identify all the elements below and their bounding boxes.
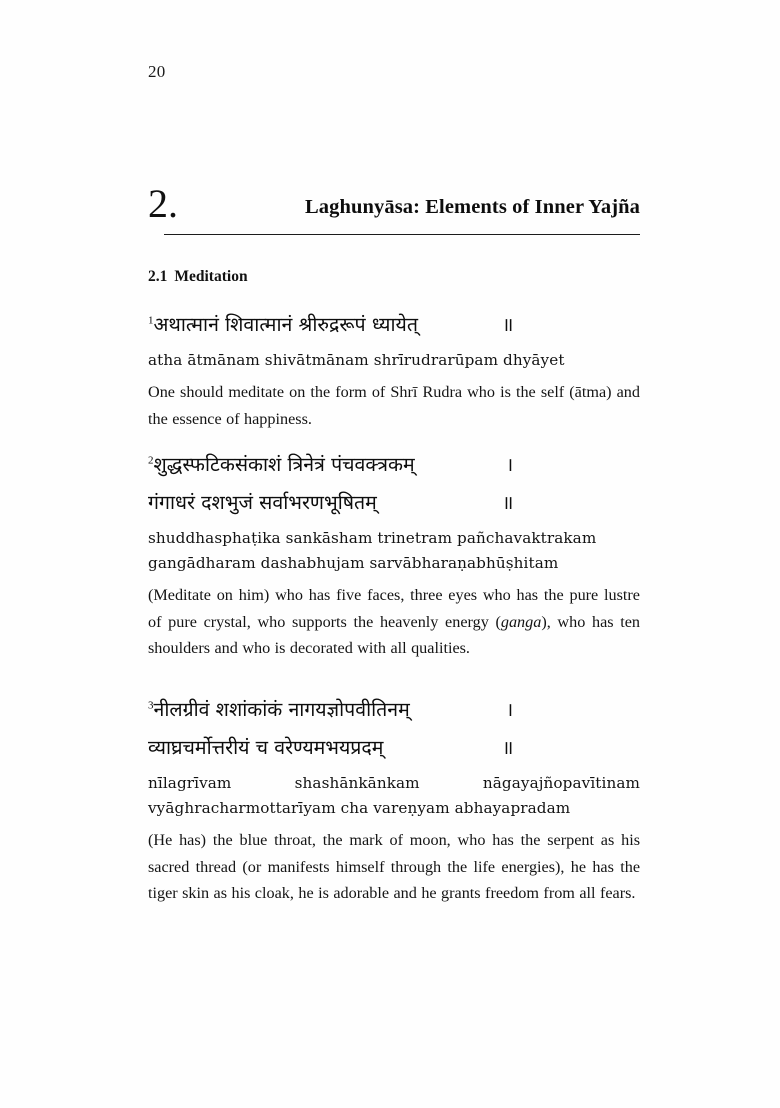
translation-part-italic: ganga bbox=[500, 612, 542, 631]
section-title: Meditation bbox=[174, 268, 248, 285]
sloka-line bbox=[148, 484, 640, 522]
verse-marker: 3 bbox=[148, 699, 154, 712]
sloka-text: अथात्मानं शिवात्मानं श्रीरुद्ररूपं ध्यायेत् bbox=[153, 313, 418, 336]
danda-mark: । bbox=[506, 454, 514, 476]
chapter-heading-rule bbox=[164, 234, 640, 235]
translation-paragraph bbox=[148, 582, 640, 662]
translation-paragraph: One should meditate on the form of Shrī Rudra who is the self (ātma) and the essence of happiness. bbox=[148, 383, 640, 428]
sloka-line bbox=[148, 446, 640, 484]
chapter-title: Laghunyāsa: Elements of Inner Yajña bbox=[305, 196, 640, 218]
sloka-text: गंगाधरं दशभुजं सर्वाभरणभूषितम् bbox=[148, 491, 377, 514]
section-number: 2.1 bbox=[148, 268, 168, 285]
section-heading bbox=[148, 268, 248, 286]
sloka-line bbox=[148, 306, 640, 344]
verse-block-2 bbox=[148, 446, 640, 662]
sloka-text: शुद्धस्फटिकसंकाशं त्रिनेत्रं पंचवक्त्रकम् bbox=[153, 453, 415, 476]
danda-mark: ॥ bbox=[502, 492, 514, 514]
sloka-line bbox=[148, 691, 640, 729]
danda-mark: ॥ bbox=[502, 737, 514, 759]
page-number: 20 bbox=[148, 62, 166, 81]
sloka-text: नीलग्रीवं शशांकांकं नागयज्ञोपवीतिनम् bbox=[153, 698, 410, 721]
transliteration-line: shuddhasphaṭika sankāsham trinetram pañchavaktrakam bbox=[148, 529, 597, 547]
transliteration-line: gangādharam dashabhujam sarvābharaṇabhūṣhitam bbox=[148, 554, 559, 572]
verse-block-1 bbox=[148, 306, 640, 432]
transliteration-line: nīlagrīvam shashānkānkam nāgayajñopavītinam bbox=[148, 774, 640, 792]
translation-part-text: ), who has ten shoulders and who is decorated with all qualities. bbox=[148, 612, 640, 657]
danda-mark: ॥ bbox=[502, 314, 514, 336]
verse-marker: 2 bbox=[148, 454, 154, 467]
verse-block-3 bbox=[148, 691, 640, 907]
translation-paragraph: (He has) the blue throat, the mark of moon, who has the serpent as his sacred thread (or manifests himself through the life energies), he has the tiger skin as his cloak, he is adorable and he grants freedom from all fears. bbox=[148, 831, 640, 902]
danda-mark: । bbox=[506, 699, 514, 721]
translation-part-text: (Meditate on him) who has five faces, three eyes who has the pure lustre of pure crystal, who supports the heavenly energy ( bbox=[148, 586, 640, 631]
transliteration-line: vyāghracharmottarīyam cha vareṇyam abhayapradam bbox=[148, 799, 571, 817]
sloka-text: व्याघ्रचर्मोत्तरीयं च वरेण्यमभयप्रदम् bbox=[148, 736, 384, 759]
chapter-heading bbox=[148, 181, 640, 242]
chapter-number: 2. bbox=[148, 181, 178, 226]
verse-marker: 1 bbox=[148, 314, 154, 327]
transliteration-line: atha ātmānam shivātmānam shrīrudrarūpam dhyāyet bbox=[148, 351, 565, 369]
sloka-line bbox=[148, 729, 640, 767]
